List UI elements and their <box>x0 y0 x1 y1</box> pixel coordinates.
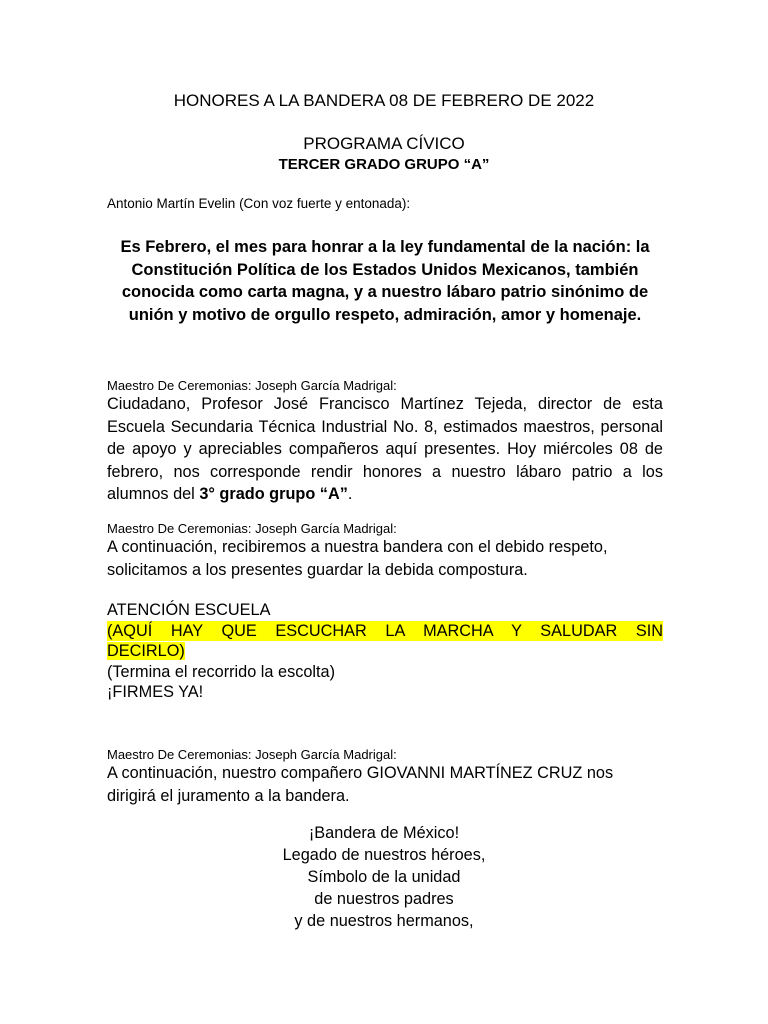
mc-label-3: Maestro De Ceremonias: Joseph García Madrigal: <box>107 747 397 762</box>
section-3-paragraph: A continuación, nuestro compañero GIOVANNI MARTÍNEZ CRUZ nos dirigirá el juramento a la bandera. <box>107 764 614 805</box>
speaker-label: Antonio Martín Evelin (Con voz fuerte y entonada): <box>107 196 411 211</box>
document-title: HONORES A LA BANDERA 08 DE FEBRERO DE 2022 <box>173 91 595 110</box>
command-text: ¡FIRMES YA! <box>107 683 204 701</box>
mc-label-2: Maestro De Ceremonias: Joseph García Madrigal: <box>107 521 397 536</box>
document-subtitle: PROGRAMA CÍVICO <box>303 134 465 153</box>
mc-label-1: Maestro De Ceremonias: Joseph García Madrigal: <box>107 378 397 393</box>
oath-line: Legado de nuestros héroes, <box>282 846 486 864</box>
escort-note: (Termina el recorrido la escolta) <box>107 662 336 681</box>
section-1-paragraph <box>107 393 663 506</box>
oath-line: y de nuestros hermanos, <box>294 912 474 930</box>
section-2-paragraph: A continuación, recibiremos a nuestra bandera con el debido respeto, solicitamos a los presentes guardar la debida compostura. <box>107 538 608 579</box>
oath-line: Símbolo de la unidad <box>307 868 461 886</box>
section-1-end: . <box>347 485 353 503</box>
attention-block <box>107 600 663 703</box>
attention-heading: ATENCIÓN ESCUELA <box>107 601 271 619</box>
section-1-text: Ciudadano, Profesor José Francisco Martínez Tejeda, director de esta Escuela Secundaria Técnica Industrial No. 8, estimados maestros, personal de apoyo y apreciables compañeros aquí presentes. Hoy miércoles 08 de febrero, nos corresponde rendir honores a nuestro lábaro patrio a los alumnos del <box>107 395 663 503</box>
highlight-line-2: DECIRLO) <box>107 642 185 660</box>
section-1-bold: 3° grado grupo “A” <box>199 485 348 503</box>
group-heading: TERCER GRADO GRUPO “A” <box>278 156 490 173</box>
oath-line: ¡Bandera de México! <box>308 824 460 842</box>
oath-verse <box>0 822 768 932</box>
highlight-line-1: (AQUÍ HAY QUE ESCUCHAR LA MARCHA Y SALUDAR SIN <box>107 621 663 640</box>
oath-line: de nuestros padres <box>314 890 454 908</box>
declaration-text: Es Febrero, el mes para honrar a la ley fundamental de la nación: la Constitución Política de los Estados Unidos Mexicanos, también conocida como carta magna, y a nuestro lábaro patrio sinónimo de unión y motivo de orgullo respeto, admiración, amor y homenaje. <box>120 238 650 324</box>
